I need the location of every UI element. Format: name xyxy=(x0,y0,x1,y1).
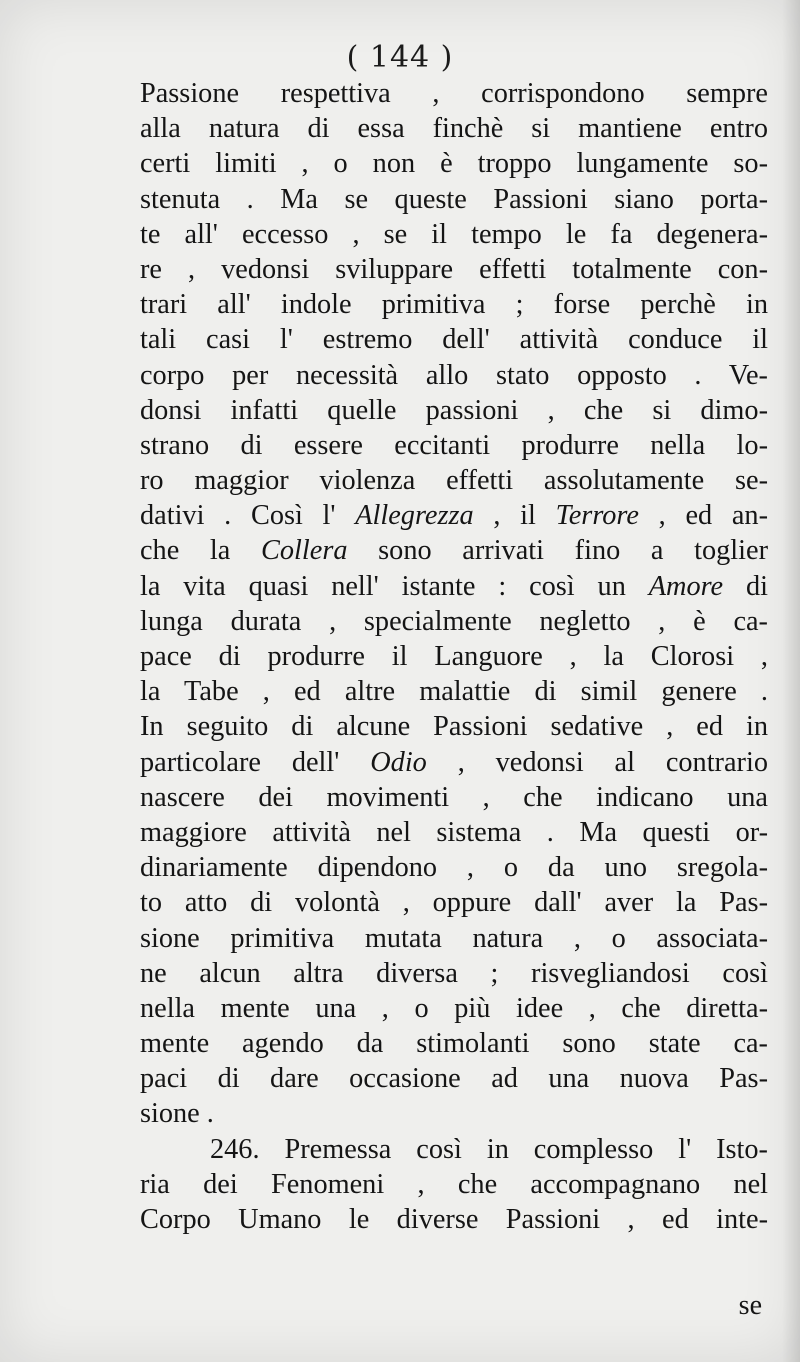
text-run: 246. Premessa così in complesso l' Isto- xyxy=(210,1133,768,1165)
text-line xyxy=(140,780,768,815)
text-run: Passione respettiva , corrispondono sempre xyxy=(140,78,768,109)
text-run: sione primitiva mutata natura , o associata- xyxy=(140,922,768,954)
text-run: ne alcun altra diversa ; risvegliandosi così xyxy=(140,957,768,989)
text-run: donsi infatti quelle passioni , che si dimo- xyxy=(140,394,768,426)
catchword: se xyxy=(738,1290,762,1321)
text-line xyxy=(140,885,768,920)
text-line xyxy=(140,604,768,639)
text-line xyxy=(140,76,768,111)
text-line xyxy=(140,146,768,181)
page-number: ( 144 ) xyxy=(346,40,454,75)
text-run: maggiore attività nel sistema . Ma questi or- xyxy=(140,816,768,848)
text-run: , vedonsi al contrario xyxy=(426,746,768,778)
text-line xyxy=(140,358,768,393)
page-edge-shadow xyxy=(782,0,800,1362)
text-line xyxy=(140,393,768,428)
text-line xyxy=(140,533,768,568)
text-run: di xyxy=(723,570,768,602)
italic-term: Collera xyxy=(261,535,348,567)
text-line xyxy=(140,498,768,533)
text-run: nascere dei movimenti , che indicano una xyxy=(140,781,768,813)
text-run: particolare dell' xyxy=(140,746,371,778)
text-run: mente agendo da stimolanti sono state ca- xyxy=(140,1028,768,1060)
text-run: corpo per necessità allo stato opposto . Ve- xyxy=(140,359,768,391)
text-line xyxy=(140,463,768,498)
text-run: re , vedonsi sviluppare effetti totalmente con- xyxy=(140,253,768,285)
text-line xyxy=(140,709,768,744)
text-run: tali casi l' estremo dell' attività conduce il xyxy=(140,324,768,356)
italic-term: Allegrezza xyxy=(355,500,474,532)
text-line xyxy=(140,217,768,252)
text-run: Corpo Umano le diverse Passioni , ed inte- xyxy=(140,1204,768,1235)
text-run: che la xyxy=(140,535,262,567)
text-run: trari all' indole primitiva ; forse perchè in xyxy=(140,289,768,321)
italic-term: Odio xyxy=(370,746,427,778)
body-text xyxy=(140,76,768,1237)
text-run: dinariamente dipendono , o da uno sregola- xyxy=(140,852,768,884)
text-line xyxy=(140,1132,768,1167)
text-run: dativi . Così l' xyxy=(140,500,356,532)
text-run: , ed an- xyxy=(638,500,769,532)
text-run: alla natura di essa finchè si mantiene entro xyxy=(140,113,768,145)
text-run: lunga durata , specialmente negletto , è ca- xyxy=(140,605,768,637)
text-run: stenuta . Ma se queste Passioni siano porta- xyxy=(140,183,768,215)
italic-term: Terrore xyxy=(555,500,639,532)
text-run: nella mente una , o più idee , che diretta- xyxy=(140,992,768,1024)
text-line xyxy=(140,674,768,709)
text-line xyxy=(140,1167,768,1202)
text-line xyxy=(140,956,768,991)
text-line xyxy=(140,569,768,604)
text-line xyxy=(140,1061,768,1096)
text-line xyxy=(140,1026,768,1061)
text-run: , il xyxy=(473,500,556,532)
text-run: paci di dare occasione ad una nuova Pas- xyxy=(140,1063,768,1095)
text-line xyxy=(140,322,768,357)
text-run: la vita quasi nell' istante : così un xyxy=(140,570,649,602)
text-line xyxy=(140,428,768,463)
italic-term: Amore xyxy=(648,570,724,602)
text-run: ria dei Fenomeni , che accompagnano nel xyxy=(140,1168,768,1200)
text-line xyxy=(140,182,768,217)
text-line xyxy=(140,850,768,885)
text-line xyxy=(140,287,768,322)
text-run: strano di essere eccitanti produrre nella lo- xyxy=(140,429,768,461)
text-run: In seguito di alcune Passioni sedative , ed in xyxy=(140,711,768,743)
text-line xyxy=(140,1096,768,1131)
text-line xyxy=(140,1202,768,1237)
text-run: sono arrivati fino a toglier xyxy=(347,535,768,567)
text-line xyxy=(140,111,768,146)
text-run: sione . xyxy=(140,1098,214,1130)
text-line xyxy=(140,815,768,850)
text-line xyxy=(140,745,768,780)
text-run: pace di produrre il Languore , la Clorosi , xyxy=(140,641,768,672)
text-run: ro maggior violenza effetti assolutamente se- xyxy=(140,465,768,497)
text-run: te all' eccesso , se il tempo le fa degenera- xyxy=(140,218,768,250)
text-line xyxy=(140,991,768,1026)
text-line xyxy=(140,252,768,287)
text-run: certi limiti , o non è troppo lungamente so- xyxy=(140,148,768,180)
text-run: to atto di volontà , oppure dall' aver la Pas- xyxy=(140,887,768,919)
text-run: la Tabe , ed altre malattie di simil genere . xyxy=(140,676,768,708)
text-line xyxy=(140,921,768,956)
text-line xyxy=(140,639,768,674)
